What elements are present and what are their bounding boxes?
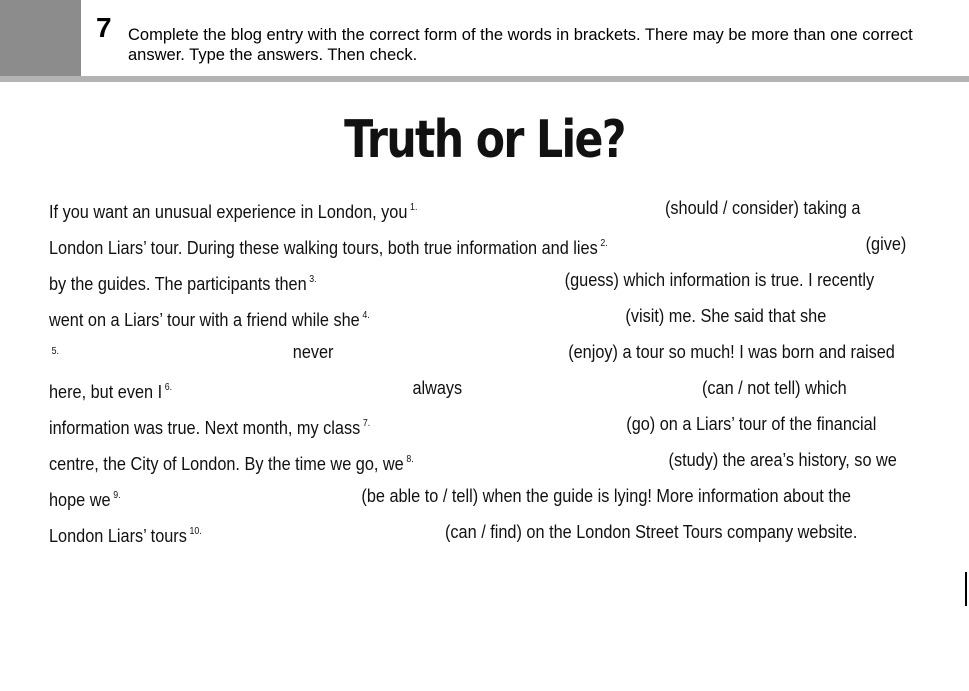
blog-title: Truth or Lie? (344, 110, 625, 170)
gap-number: 1. (410, 202, 418, 213)
text-segment: (can / not tell) which (701, 377, 847, 398)
exercise-number: 7 (96, 12, 112, 43)
text-segment: (go) on a Liars’ tour of the financial (626, 413, 877, 434)
answer-field-1[interactable] (436, 196, 633, 222)
gap-number: 10. (189, 526, 202, 537)
text-segment: went on a Liars’ tour with a friend while she $^{4.}$ (49, 309, 370, 330)
text-segment: (study) the area’s history, so we (668, 449, 897, 470)
answer-field-7[interactable] (410, 412, 607, 438)
answer-field-5b[interactable] (353, 340, 559, 366)
text-segment: (give) (865, 233, 907, 254)
text-segment: hope we $^{9.}$ (49, 489, 121, 510)
answer-field-2[interactable] (647, 232, 844, 258)
answer-field-4[interactable] (410, 304, 607, 330)
exercise-instruction: Complete the blog entry with the correct form of the words in brackets. There may be more than one correct answer. Type the answers. Then check. (128, 26, 913, 64)
text-segment: If you want an unusual experience in London, you $^{1.}$ (49, 201, 418, 222)
text-segment: London Liars’ tours $^{10.}$ (49, 525, 202, 546)
header-color-block (0, 0, 81, 76)
gap-number: 8. (406, 454, 414, 465)
header-divider (0, 76, 969, 82)
gap-number: 4. (362, 310, 370, 321)
text-segment: (can / find) on the London Street Tours company website. (445, 521, 858, 542)
answer-field-3[interactable] (353, 268, 550, 294)
text-segment: here, but even I $^{6.}$ (49, 381, 173, 402)
answer-field-6a[interactable] (181, 376, 405, 402)
gap-number: 2. (600, 238, 608, 249)
gap-number: 6. (164, 382, 173, 393)
gap-number: 9. (113, 490, 121, 501)
answer-field-9[interactable] (137, 484, 352, 510)
answer-field-10[interactable] (216, 520, 431, 546)
text-segment: (enjoy) a tour so much! I was born and raised (568, 341, 895, 362)
gap-number: 7. (362, 418, 371, 429)
text-segment: London Liars’ tour. During these walking tours, both true information and lies $^{2.}$ (49, 237, 608, 258)
text-segment (49, 334, 59, 374)
answer-field-6b[interactable] (476, 376, 682, 402)
cursor-edge-mark (965, 572, 969, 606)
text-segment: always (412, 377, 463, 398)
text-segment: by the guides. The participants then $^{3.}$ (49, 273, 317, 294)
text-segment: information was true. Next month, my class $^{7.}$ (49, 417, 371, 438)
gap-number: 5. (51, 346, 59, 357)
text-segment: (be able to / tell) when the guide is lying! More information about the (361, 485, 851, 506)
text-segment: (should / consider) taking a (665, 197, 861, 218)
answer-field-5a[interactable] (67, 340, 282, 366)
answer-field-8[interactable] (454, 448, 651, 474)
text-segment: (guess) which information is true. I recently (564, 269, 875, 290)
text-segment: (visit) me. She said that she (625, 305, 827, 326)
text-segment: centre, the City of London. By the time we go, we $^{8.}$ (49, 453, 414, 474)
gap-number: 3. (309, 274, 317, 285)
text-segment: never (292, 341, 334, 362)
